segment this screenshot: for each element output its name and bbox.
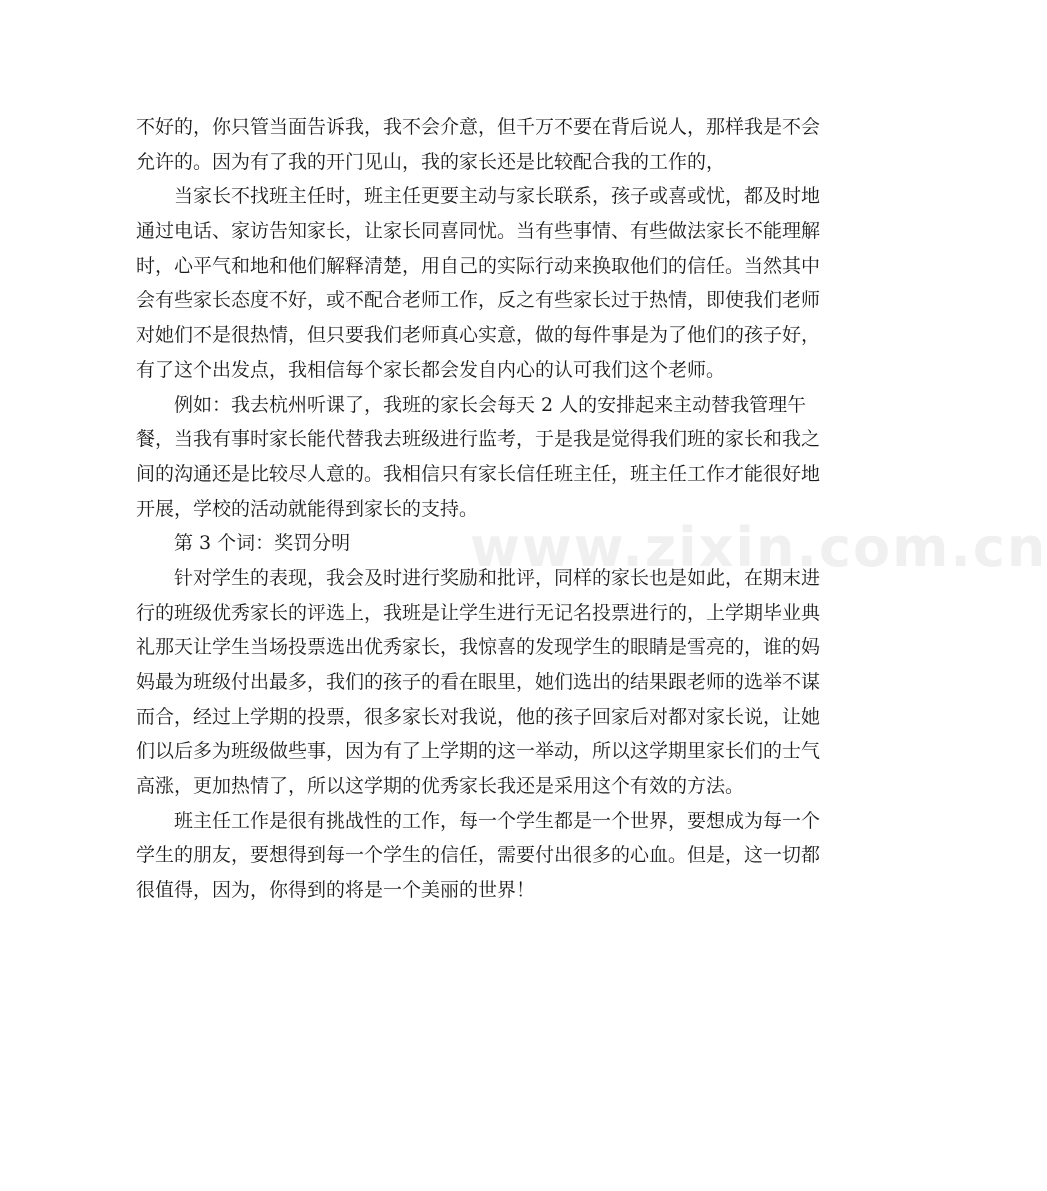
text-line: 高涨，更加热情了，所以这学期的优秀家长我还是采用这个有效的方法。 xyxy=(136,775,745,798)
text-line: 行的班级优秀家长的评选上，我班是让学生进行无记名投票进行的，上学期毕业典 xyxy=(136,601,821,624)
text-line: 有了这个出发点，我相信每个家长都会发自内心的认可我们这个老师。 xyxy=(136,358,726,381)
text-line: 允许的。因为有了我的开门见山，我的家长还是比较配合我的工作的， xyxy=(136,150,726,173)
document-body xyxy=(136,110,821,908)
text-line: 间的沟通还是比较尽人意的。我相信只有家长信任班主任，班主任工作才能很好地 xyxy=(136,462,821,485)
paragraph-first-line: 例如：我去杭州听课了，我班的家长会每天 2 人的安排起来主动替我管理午 xyxy=(174,393,807,416)
paragraph-first-line: 班主任工作是很有挑战性的工作，每一个学生都是一个世界，要想成为每一个 xyxy=(174,809,821,832)
text-line: 对她们不是很热情，但只要我们老师真心实意，做的每件事是为了他们的孩子好， xyxy=(136,324,821,347)
text-line: 会有些家长态度不好，或不配合老师工作，反之有些家长过于热情，即使我们老师 xyxy=(136,289,821,312)
text-line: 不好的，你只管当面告诉我，我不会介意，但千万不要在背后说人，那样我是不会 xyxy=(136,116,821,138)
text-line: 餐，当我有事时家长能代替我去班级进行监考，于是我是觉得我们班的家长和我之 xyxy=(136,428,821,451)
text-line: 通过电话、家访告知家长，让家长同喜同忧。当有些事情、有些做法家长不能理解 xyxy=(136,220,821,243)
text-line: 时，心平气和地和他们解释清楚，用自己的实际行动来换取他们的信任。当然其中 xyxy=(136,254,821,277)
text-line: 开展，学校的活动就能得到家长的支持。 xyxy=(136,497,479,520)
text-line: 而合，经过上学期的投票，很多家长对我说，他的孩子回家后对都对家长说，让她 xyxy=(136,705,821,728)
text-line: 学生的朋友，要想得到每一个学生的信任，需要付出很多的心血。但是，这一切都 xyxy=(136,844,821,867)
text-line: 们以后多为班级做些事，因为有了上学期的这一举动，所以这学期里家长们的士气 xyxy=(136,740,821,763)
text-line: 礼那天让学生当场投票选出优秀家长，我惊喜的发现学生的眼睛是雪亮的，谁的妈 xyxy=(136,636,821,659)
text-line: 妈最为班级付出最多，我们的孩子的看在眼里，她们选出的结果跟老师的选举不谋 xyxy=(136,671,821,693)
text-line: 很值得，因为，你得到的将是一个美丽的世界！ xyxy=(136,879,536,902)
paragraph-first-line: 当家长不找班主任时，班主任更要主动与家长联系，孩子或喜或忧，都及时地 xyxy=(174,185,821,208)
watermark: www.zixin.com.cn xyxy=(470,516,1047,579)
section-heading: 第 3 个词：奖罚分明 xyxy=(174,532,351,555)
paragraph-first-line: 针对学生的表现，我会及时进行奖励和批评，同样的家长也是如此，在期末进 xyxy=(174,566,821,589)
